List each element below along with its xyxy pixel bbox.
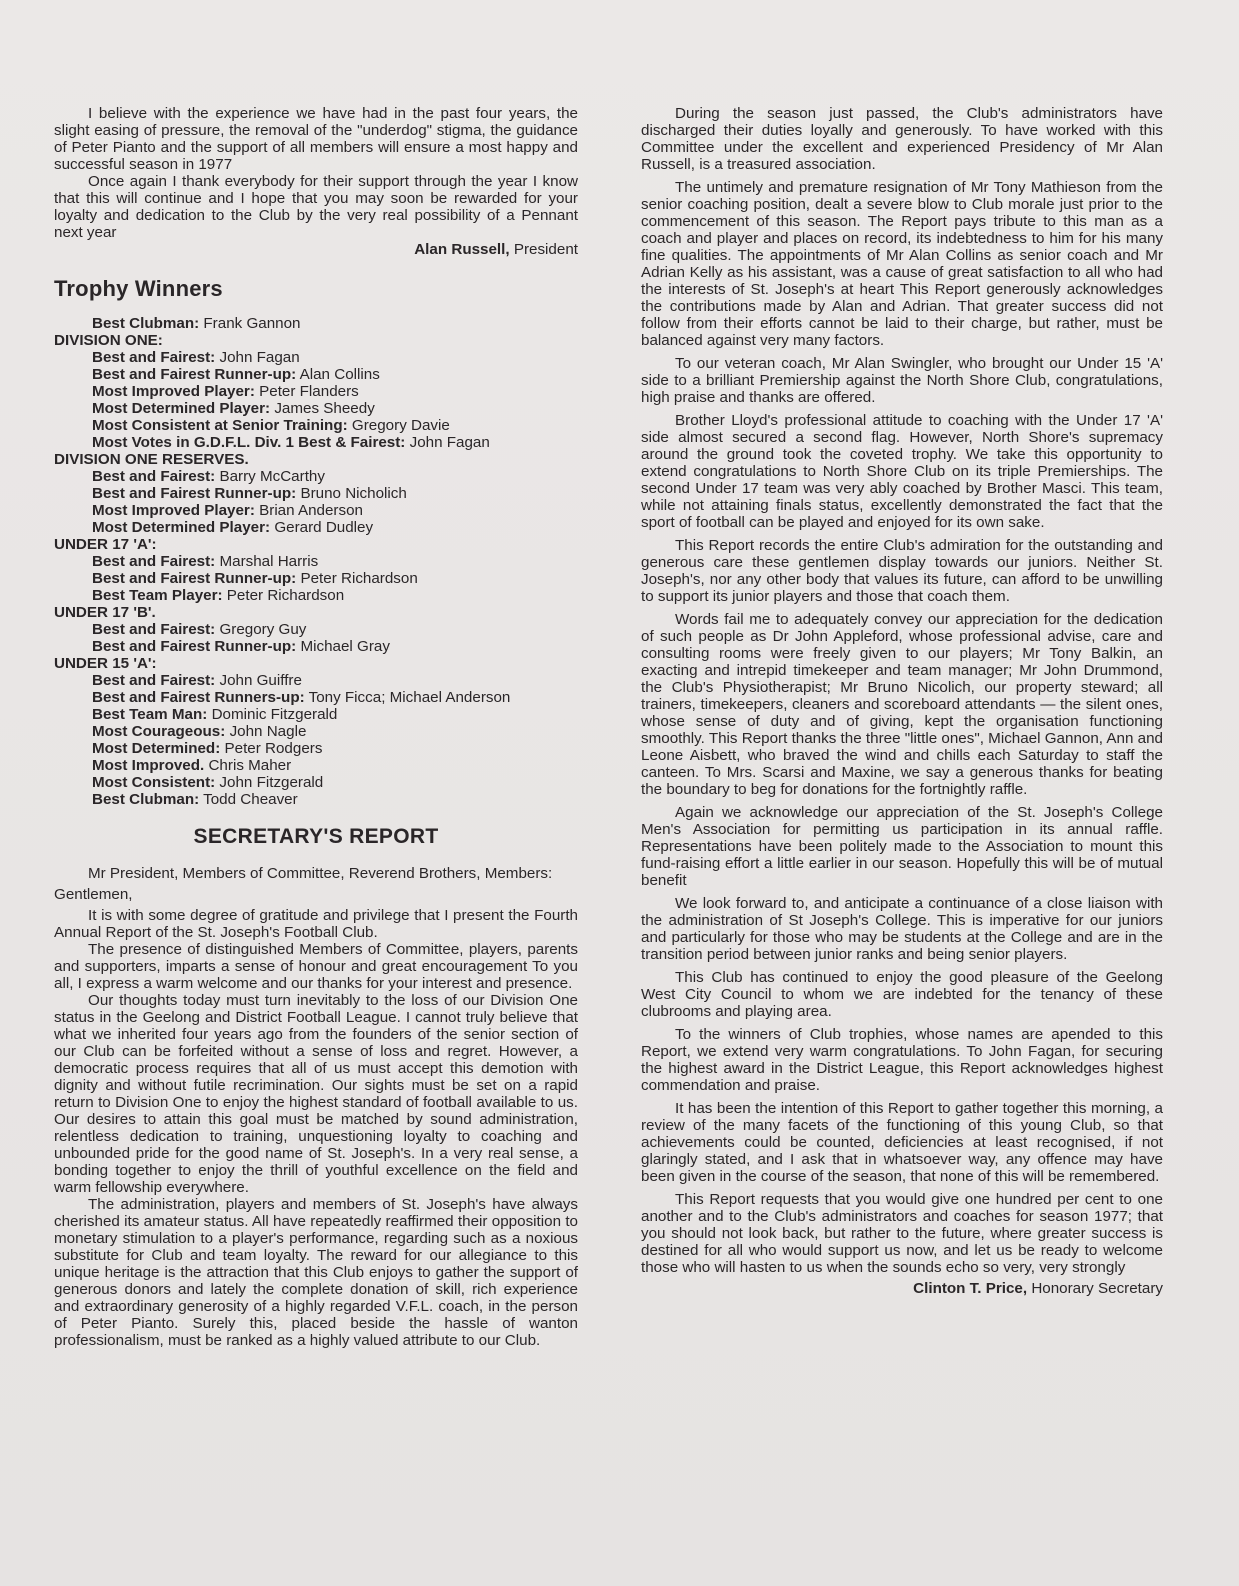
award-line bbox=[54, 587, 578, 604]
president-title: President bbox=[513, 241, 578, 258]
award-label: Best and Fairest: bbox=[92, 349, 216, 366]
award-line bbox=[54, 434, 578, 451]
award-label: Best Team Player: bbox=[92, 587, 223, 604]
award-label: Most Consistent at Senior Training: bbox=[92, 417, 348, 434]
report-paragraph: The untimely and premature resignation of Mr Tony Mathieson from the senior coaching position, dealt a severe blow to Club morale just prior to the commencement of this season. The Report pays tribute to this man as a coach and player and places on record, its indebtedness to him for his many fine qualities. The appointments of Mr Alan Collins as senior coach and Mr Adrian Kelly as his assistant, was a cause of great satisfaction to all who had the interests of St. Joseph's at heart This Report generously acknowledges the contributions made by Alan and Adrian. That greater success did not follow from their efforts cannot be laid to their charge, but rather, must be balanced against very many factors. bbox=[641, 179, 1163, 349]
award-label: Best and Fairest Runner-up: bbox=[92, 570, 297, 587]
award-winner: John Fitzgerald bbox=[219, 774, 324, 791]
trophy-winners-heading: Trophy Winners bbox=[54, 276, 223, 301]
award-winner: Peter Flanders bbox=[259, 383, 359, 400]
award-label: Most Improved Player: bbox=[92, 383, 255, 400]
award-line bbox=[54, 740, 578, 757]
award-winner: Dominic Fitzgerald bbox=[211, 706, 338, 723]
award-line bbox=[54, 723, 578, 740]
award-line bbox=[54, 502, 578, 519]
award-label: Best and Fairest Runner-up: bbox=[92, 366, 297, 383]
award-winner: Barry McCarthy bbox=[219, 468, 325, 485]
award-label: Most Determined: bbox=[92, 740, 221, 757]
award-winner: Frank Gannon bbox=[203, 315, 301, 332]
award-winner: John Guiffre bbox=[219, 672, 302, 689]
award-label: Best and Fairest: bbox=[92, 553, 216, 570]
award-winner: Peter Richardson bbox=[226, 587, 345, 604]
award-label: Best and Fairest Runner-up: bbox=[92, 638, 297, 655]
award-line bbox=[54, 315, 578, 332]
report-paragraph: This Report records the entire Club's admiration for the outstanding and generous care these gentlemen display towards our juniors. Neither St. Joseph's, nor any other body that values its future, can afford to be unwilling to support its junior players and those that coach them. bbox=[641, 537, 1163, 605]
award-line bbox=[54, 468, 578, 485]
secretary-title: Honorary Secretary bbox=[1031, 1280, 1163, 1297]
award-winner: Tony Ficca; Michael Anderson bbox=[308, 689, 511, 706]
award-line bbox=[54, 519, 578, 536]
secretary-signature bbox=[641, 1280, 1163, 1297]
award-label: Best and Fairest Runners-up: bbox=[92, 689, 305, 706]
award-winner: John Fagan bbox=[409, 434, 490, 451]
report-paragraph: To the winners of Club trophies, whose names are apended to this Report, we extend very warm congratulations. To John Fagan, for securing the highest award in the District League, this Report acknowledges highest commendation and praise. bbox=[641, 1026, 1163, 1094]
award-winner: Gerard Dudley bbox=[274, 519, 374, 536]
award-winner: John Nagle bbox=[229, 723, 307, 740]
award-line bbox=[54, 621, 578, 638]
award-line bbox=[54, 689, 578, 706]
award-winner: Peter Rodgers bbox=[224, 740, 323, 757]
award-label: Best and Fairest: bbox=[92, 672, 216, 689]
award-line bbox=[54, 553, 578, 570]
award-line bbox=[54, 570, 578, 587]
division-heading: DIVISION ONE: bbox=[54, 332, 163, 349]
report-paragraph: This Report requests that you would give one hundred per cent to one another and to the Club's administrators and coaches for season 1977; that you should not look back, but rather to the future, where greater success is destined for all who would support us now, and let us be ready to welcome those who will hasten to us when the sounds echo so very, very strongly bbox=[641, 1191, 1163, 1276]
report-paragraph: It is with some degree of gratitude and privilege that I present the Fourth Annual Report of the St. Joseph's Football Club. bbox=[54, 907, 578, 941]
report-paragraph: The presence of distinguished Members of Committee, players, parents and supporters, imparts a sense of honour and great encouragement To you all, I express a warm welcome and our thanks for your interest and presence. bbox=[54, 941, 578, 992]
report-paragraph: Our thoughts today must turn inevitably to the loss of our Division One status in the Geelong and District Football League. I cannot truly believe that what we inherited four years ago from the founders of the senior section of our Club can be forfeited without a sense of loss and regret. However, a democratic process requires that all of us must accept this demotion with dignity and without futile recrimination. Our sights must be set on a rapid return to Division One to enjoy the highest standard of football available to us. Our desires to attain this goal must be matched by sound administration, relentless dedication to training, unquestioning loyalty to coaching and unbounded pride for the good name of St. Joseph's. In a very real sense, a bonding together to enjoy the thrill of youthful excellence on the field and warm fellowship everywhere. bbox=[54, 992, 578, 1196]
award-label: Most Votes in G.D.F.L. Div. 1 Best & Fairest: bbox=[92, 434, 406, 451]
award-line bbox=[54, 791, 578, 808]
award-label: Best and Fairest Runner-up: bbox=[92, 485, 297, 502]
report-paragraph: We look forward to, and anticipate a continuance of a close liaison with the administration of St Joseph's College. This is imperative for our juniors and particularly for those who may be students at the College and are in the transition period between junior ranks and being senior players. bbox=[641, 895, 1163, 963]
award-line bbox=[54, 774, 578, 791]
award-line bbox=[54, 485, 578, 502]
intro-paragraph: I believe with the experience we have had in the past four years, the slight easing of pressure, the removal of the "underdog" stigma, the guidance of Peter Pianto and the support of all members will ensure a most happy and successful season in 1977 bbox=[54, 105, 578, 173]
award-label: Most Determined Player: bbox=[92, 519, 271, 536]
award-winner: Todd Cheaver bbox=[203, 791, 298, 808]
award-winner: Gregory Guy bbox=[219, 621, 307, 638]
report-paragraph: It has been the intention of this Report to gather together this morning, a review of the many facets of the functioning of this young Club, so that achievements could be counted, deficiencies at least recognised, if not glaringly stated, and I ask that in whatsoever way, any offence may have been given in the course of the season, that none of this will be remembered. bbox=[641, 1100, 1163, 1185]
right-column bbox=[641, 105, 1163, 1297]
report-paragraph: The administration, players and members of St. Joseph's have always cherished its amateur status. All have repeatedly reaffirmed their opposition to monetary stimulation to a player's performance, regarding such as a noxious substitute for Club and team loyalty. The reward for our allegiance to this unique heritage is the attraction that this Club enjoys to gather the support of generous donors and lately the complete donation of skill, rich experience and extraordinary generosity of a highly regarded V.F.L. coach, in the person of Peter Pianto. Surely this, placed beside the hassle of wanton professionalism, must be ranked as a highly valued attribute to our Club. bbox=[54, 1196, 578, 1349]
award-line bbox=[54, 417, 578, 434]
award-line bbox=[54, 706, 578, 723]
award-line bbox=[54, 383, 578, 400]
award-line bbox=[54, 366, 578, 383]
division-heading: DIVISION ONE RESERVES. bbox=[54, 451, 249, 468]
award-label: Most Improved Player: bbox=[92, 502, 255, 519]
award-line bbox=[54, 400, 578, 417]
award-label: Most Determined Player: bbox=[92, 400, 271, 417]
award-winner: John Fagan bbox=[219, 349, 300, 366]
award-label: Best Clubman: bbox=[92, 315, 200, 332]
award-line bbox=[54, 349, 578, 366]
president-name: Alan Russell, bbox=[414, 241, 510, 258]
award-winner: Peter Richardson bbox=[300, 570, 418, 587]
award-label: Most Courageous: bbox=[92, 723, 226, 740]
award-label: Best and Fairest: bbox=[92, 468, 216, 485]
report-paragraph: To our veteran coach, Mr Alan Swingler, who brought our Under 15 'A' side to a brilliant Premiership against the North Shore Club, congratulations, high praise and thanks are offered. bbox=[641, 355, 1163, 406]
report-paragraph: During the season just passed, the Club's administrators have discharged their duties loyally and generously. To have worked with this Committee under the excellent and experienced Presidency of Mr Alan Russell, is a treasured association. bbox=[641, 105, 1163, 173]
award-line bbox=[54, 638, 578, 655]
award-label: Best and Fairest: bbox=[92, 621, 216, 638]
award-winner: Marshal Harris bbox=[219, 553, 319, 570]
award-winner: James Sheedy bbox=[274, 400, 375, 417]
award-label: Most Improved. bbox=[92, 757, 205, 774]
salutation: Mr President, Members of Committee, Reverend Brothers, Members: bbox=[88, 865, 553, 882]
secretary-name: Clinton T. Price, bbox=[913, 1280, 1028, 1297]
report-paragraph: This Club has continued to enjoy the good pleasure of the Geelong West City Council to whom we are indebted for the tenancy of these clubrooms and playing area. bbox=[641, 969, 1163, 1020]
report-paragraph: Words fail me to adequately convey our appreciation for the dedication of such people as Dr John Appleford, whose professional advise, care and consulting rooms were freely given to our players; Mr Tony Balkin, an exacting and intrepid timekeeper and team manager; Mr John Drummond, the Club's Physiotherapist; Mr Bruno Nicolich, our property steward; all trainers, timekeepers, cleaners and scoreboard attendants — the silent ones, whose sense of duty and of giving, kept the organisation functioning smoothly. This Report thanks the three "little ones", Michael Gannon, Ann and Leone Aisbett, who braved the wind and chills each Saturday to staff the canteen. To Mrs. Scarsi and Maxine, we say a generous thanks for beating the boundary to beg for donations for the fortnightly raffle. bbox=[641, 611, 1163, 798]
award-winner: Bruno Nicholich bbox=[300, 485, 407, 502]
secretary-report-heading: SECRETARY'S REPORT bbox=[193, 825, 439, 848]
award-line bbox=[54, 672, 578, 689]
award-label: Most Consistent: bbox=[92, 774, 216, 791]
division-heading: UNDER 17 'B'. bbox=[54, 604, 156, 621]
award-line bbox=[54, 757, 578, 774]
award-label: Best Team Man: bbox=[92, 706, 208, 723]
division-heading: UNDER 17 'A': bbox=[54, 536, 157, 553]
report-paragraph: Brother Lloyd's professional attitude to coaching with the Under 17 'A' side almost secured a second flag. However, North Shore's supremacy around the ground took the coveted trophy. We take this opportunity to extend congratulations to North Shore Club on its triple Premierships. The second Under 17 team was very ably coached by Brother Masci. This team, while not attaining finals status, excellently demonstrated the fact that the sport of football can be played and enjoyed for its own sake. bbox=[641, 412, 1163, 531]
award-winner: Alan Collins bbox=[299, 366, 380, 383]
division-heading: UNDER 15 'A': bbox=[54, 655, 157, 672]
president-signature bbox=[54, 241, 578, 258]
report-paragraph: Again we acknowledge our appreciation of the St. Joseph's College Men's Association for permitting us participation in its annual raffle. Representations have been politely made to the Association to mount this fund-raising effort a little earlier in our season. Hopefully this will be of mutual benefit bbox=[641, 804, 1163, 889]
intro-paragraph: Once again I thank everybody for their support through the year I know that this will continue and I hope that you may soon be rewarded for your loyalty and dedication to the Club by the very real possibility of a Pennant next year bbox=[54, 173, 578, 241]
left-column bbox=[54, 105, 578, 1349]
award-winner: Chris Maher bbox=[208, 757, 292, 774]
greeting: Gentlemen, bbox=[54, 886, 133, 903]
award-winner: Brian Anderson bbox=[259, 502, 363, 519]
award-winner: Michael Gray bbox=[300, 638, 390, 655]
award-label: Best Clubman: bbox=[92, 791, 200, 808]
award-winner: Gregory Davie bbox=[351, 417, 450, 434]
